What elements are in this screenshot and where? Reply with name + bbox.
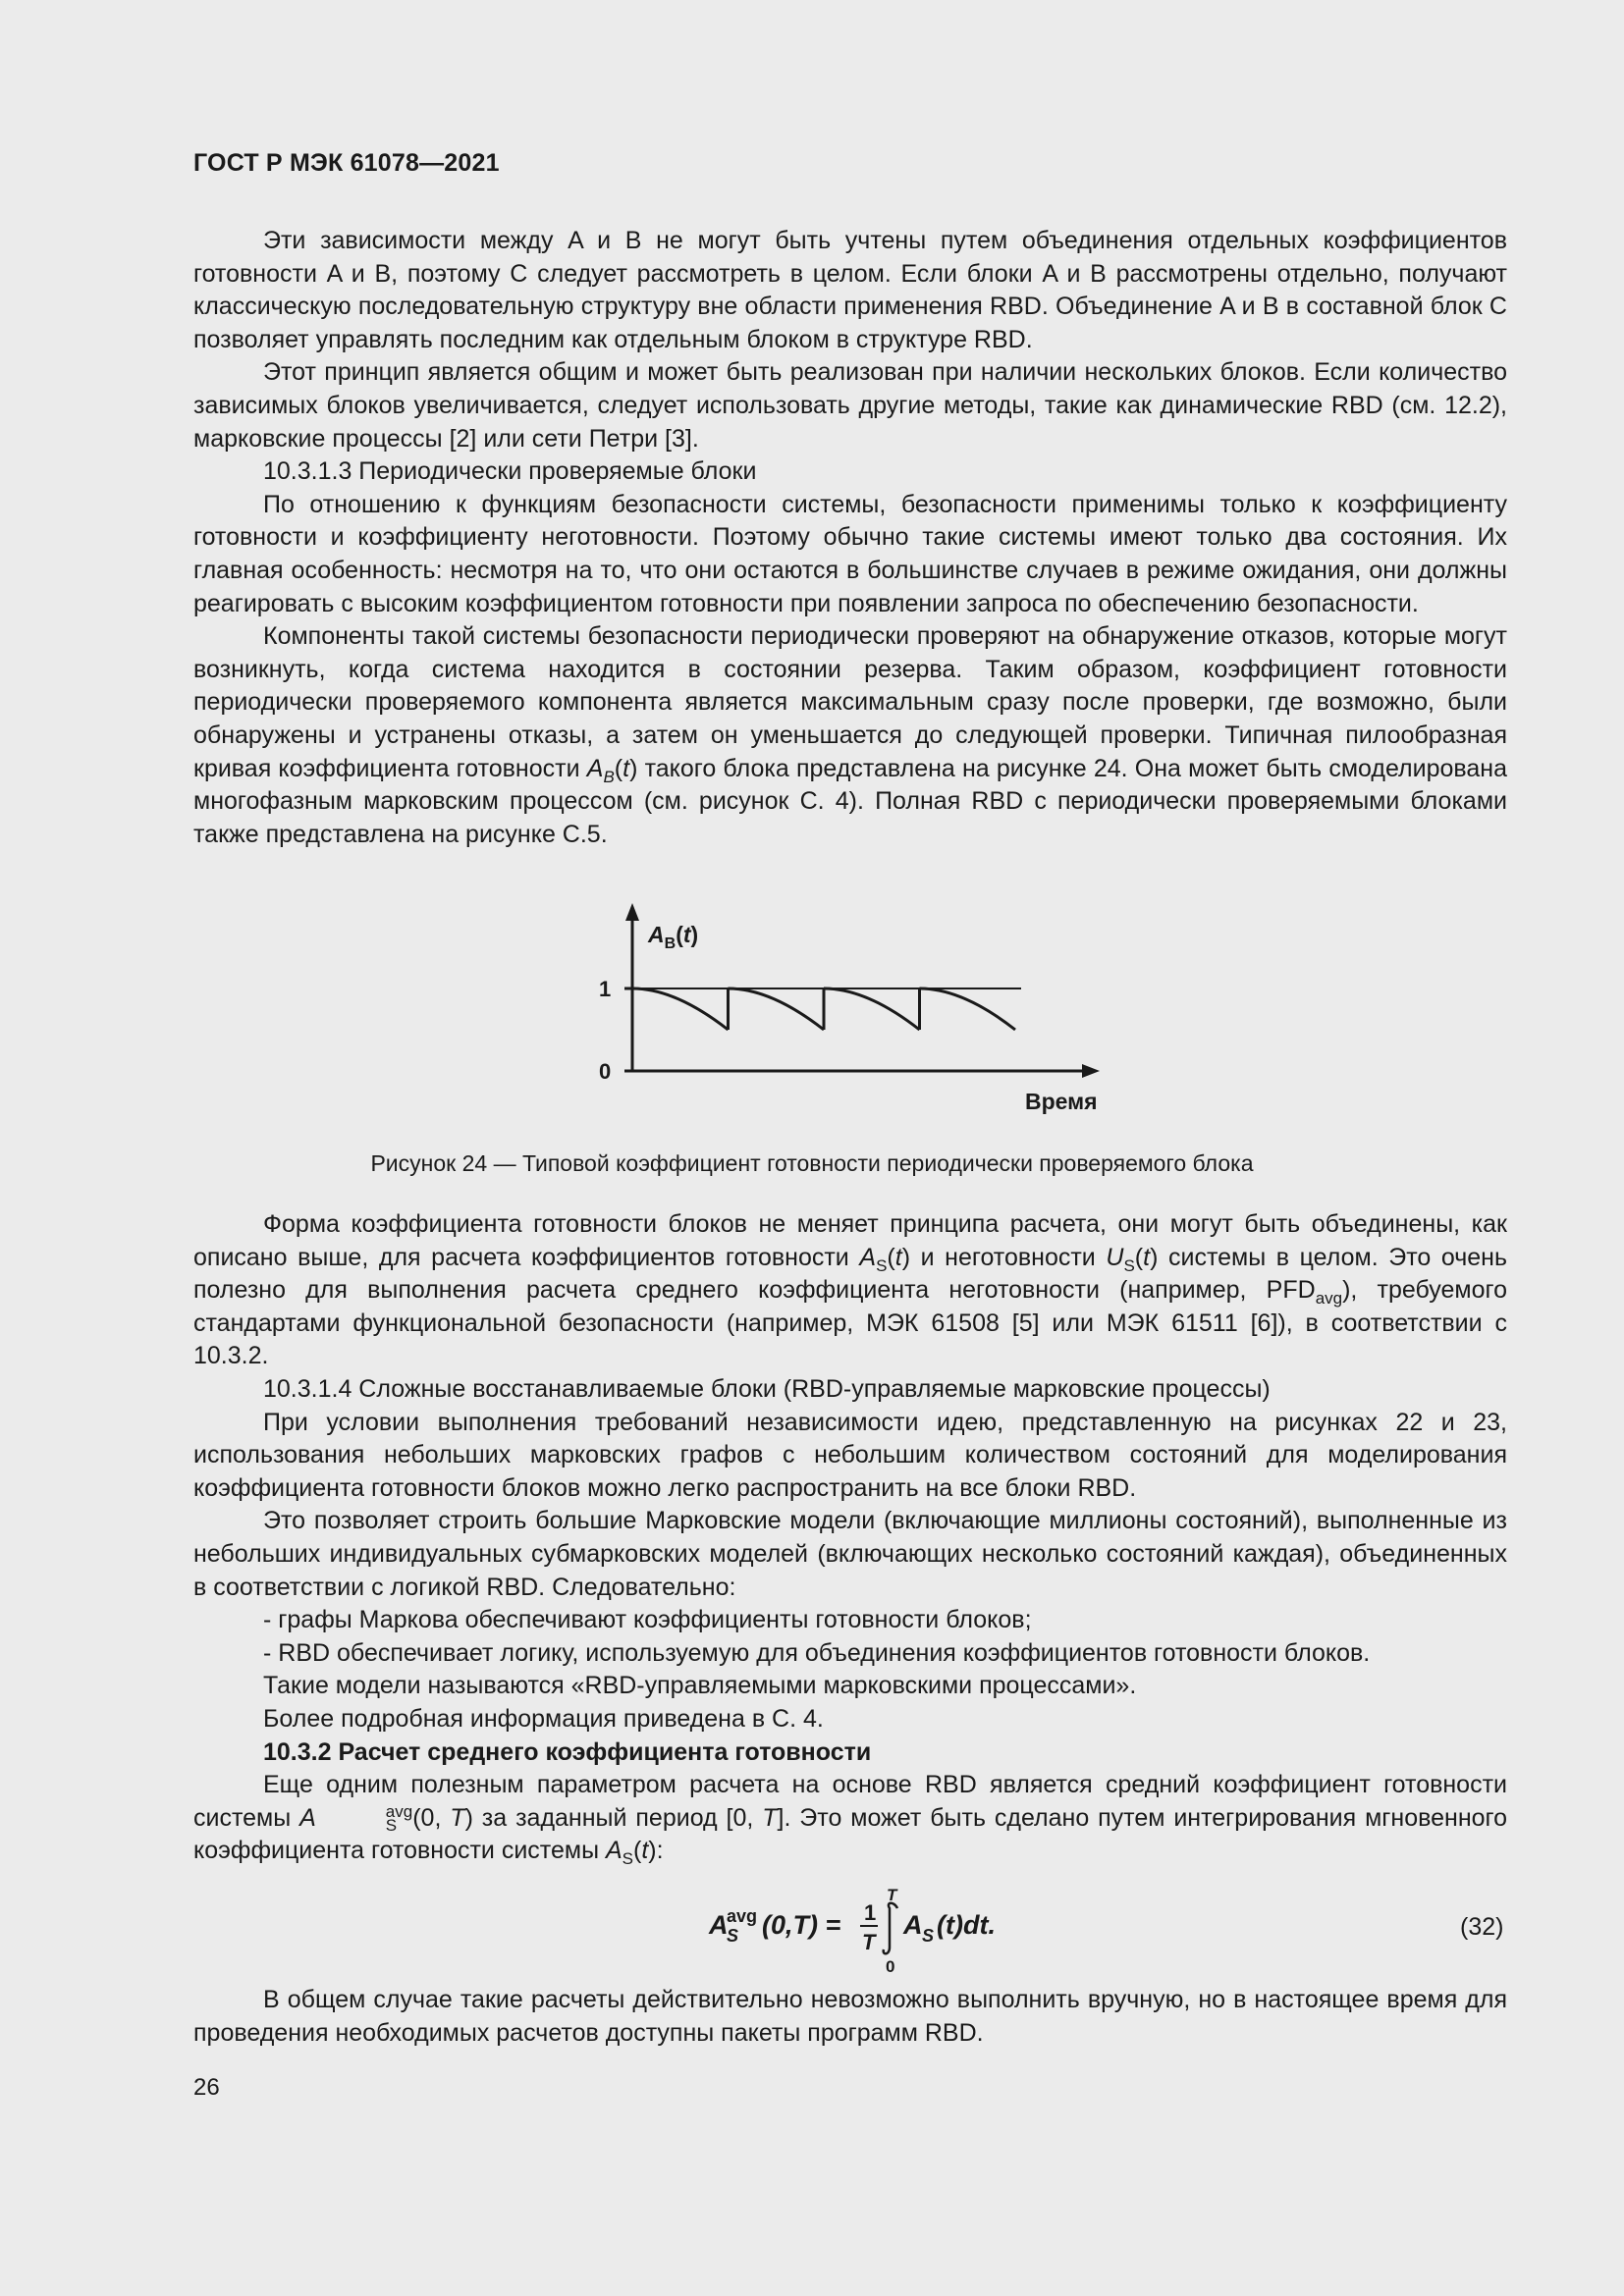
paragraph: Это позволяет строить большие Марковские модели (включающие миллионы состояний), выполненные из небольших индивидуальных субмарковских моделей (включающих несколько состояний каждая), объединенных в соответствии с логикой RBD. Следовательно: [193, 1507, 1507, 1601]
formula-integrand-rest: (t)dt. [937, 1910, 996, 1940]
body-text-bottom [193, 1984, 1507, 2050]
paragraph-with-formula: Еще одним полезным параметром расчета на основе RBD является средний коэффициент готовности системы A avg S (0, T) за заданный период [0, T]. Это может быть сделано путем интегрирования мгновенного коэффициента готовности системы $A_S(t)$: [193, 1771, 1508, 1869]
series-decay-segment [824, 988, 920, 1030]
formula-integral-lower: 0 [886, 1957, 895, 1976]
integral-sign-icon [884, 1903, 897, 1954]
y-tick-label-1: 1 [599, 977, 612, 1001]
figure-caption: Рисунок 24 — Типовой коэффициент готовности периодически проверяемого блока [370, 1150, 1254, 1176]
section-heading-10-3-2: 10.3.2 Расчет среднего коэффициента готовности [263, 1737, 872, 1766]
body-text-middle [193, 1208, 1507, 1868]
availability-figure [550, 903, 1119, 1119]
paragraph: Этот принцип является общим и может быть реализован при наличии нескольких блоков. Если количество зависимых блоков увеличивается, следует использовать другие методы, такие как динамические RBD (см. 12.2), марковские процессы [2] или сети Петри [3]. [193, 358, 1507, 453]
formula-fraction-numerator: 1 [864, 1900, 877, 1925]
formula-integrand-symbol: A [903, 1910, 923, 1940]
y-axis-arrow [625, 903, 639, 921]
formula-lhs-symbol: A [709, 1910, 729, 1940]
formula-lhs-superscript: avg [727, 1906, 758, 1926]
paragraph-with-formula: Форма коэффициента готовности блоков не меняет принципа расчета, они могут быть объединены, как описано выше, для расчета коэффициентов готовности $A_S(t)$ и неготовности $U_S(t)$ системы в целом. Это очень полезно для выполнения расчета среднего коэффициента неготовности (например, $PFD_{avg}$), требуемого стандартами функциональной безопасности (например, МЭК 61508 [5] или МЭК 61511 [6]), в соответствии с 10.3.2. [193, 1210, 1507, 1370]
availability-chart [550, 903, 1119, 1119]
paragraph: При условии выполнения требований независимости идею, представленную на рисунках 22 и 23, использования небольших марковских графов с небольшим количеством состояний для моделирования коэффициента готовности блоков можно легко распространить на все блоки RBD. [193, 1408, 1507, 1502]
page-number: 26 [193, 2074, 220, 2101]
equation-number: (32) [1460, 1913, 1504, 1941]
paragraph: Эти зависимости между A и B не могут быть учтены путем объединения отдельных коэффициентов готовности A и B, поэтому C следует рассмотреть в целом. Если блоки A и B рассмотрены отдельно, получают классическую последовательную структуру вне области применения RBD. Объединение A и B в составной блок C позволяет управлять последним как отдельным блоком в структуре RBD. [193, 227, 1507, 353]
series-decay-segment [729, 988, 825, 1030]
list-item: - RBD обеспечивает логику, используемую для объединения коэффициентов готовности блоков. [263, 1638, 1371, 1667]
x-axis-label: Время [1025, 1089, 1098, 1114]
formula-lhs-args: (0,T) = [762, 1910, 841, 1940]
formula-32 [707, 1881, 1021, 1979]
series-decay-segment [632, 988, 729, 1030]
subsection-heading-10-3-1-3: 10.3.1.3 Периодически проверяемые блоки [263, 457, 757, 486]
subsection-heading-10-3-1-4: 10.3.1.4 Сложные восстанавливаемые блоки (RBD-управляемые марковские процессы) [263, 1374, 1271, 1403]
list-item: - графы Маркова обеспечивают коэффициенты готовности блоков; [263, 1606, 1032, 1634]
formula-integral-upper: T [887, 1886, 897, 1904]
formula-integrand-subscript: S [922, 1926, 935, 1946]
y-tick-label-0: 0 [599, 1059, 612, 1084]
body-text-top [193, 225, 1507, 851]
formula-graphic [707, 1881, 1021, 1979]
paragraph: По отношению к функциям безопасности системы, безопасности применимы только к коэффициенту готовности и коэффициенту неготовности. Поэтому обычно такие системы имеют только два состояния. Их главная особенность: несмотря на то, что они остаются в большинстве случаев в режиме ожидания, они должны реагировать с высоким коэффициентом готовности при появлении запроса по обеспечению безопасности. [193, 490, 1507, 617]
paragraph: В общем случае такие расчеты действительно невозможно выполнить вручную, но в настоящее время для проведения необходимых расчетов доступны пакеты программ RBD. [193, 1986, 1507, 2047]
y-axis-label: $A_B(t)$ [648, 922, 699, 952]
paragraph: Такие модели называются «RBD-управляемыми марковскими процессами». [263, 1672, 1137, 1700]
series-decay-segment [920, 988, 1016, 1030]
x-axis-arrow [1082, 1064, 1100, 1078]
document-header: ГОСТ Р МЭК 61078—2021 [193, 149, 500, 177]
formula-fraction-denominator: T [862, 1930, 876, 1954]
formula-lhs-subscript: S [727, 1926, 739, 1946]
paragraph-with-formula: Компоненты такой системы безопасности периодически проверяют на обнаружение отказов, которые могут возникнуть, когда система находится в состоянии резерва. Таким образом, коэффициент готовности периодически проверяемого компонента является максимальным сразу после проверки, где возможно, были обнаружены и устранены отказы, а затем он уменьшается до следующей проверки. Типичная пилообразная кривая коэффициента готовности $A_B(t)$ такого блока представлена на рисунке 24. Она может быть смоделирована многофазным марковским процессом (см. рисунок С. 4). Полная RBD с периодически проверяемыми блоками также представлена на рисунке С.5. [193, 622, 1507, 848]
paragraph: Более подробная информация приведена в С. 4. [263, 1704, 824, 1733]
